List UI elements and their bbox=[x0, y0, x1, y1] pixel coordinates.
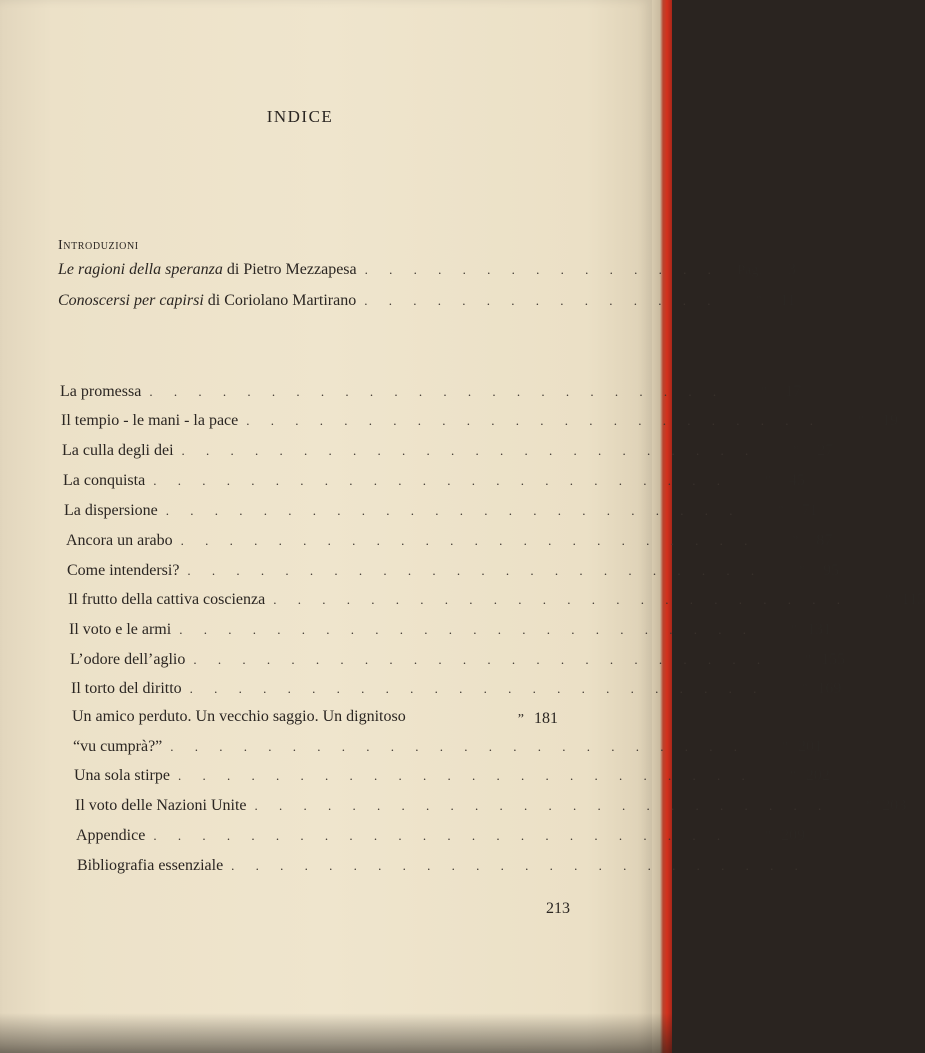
toc-entry bbox=[73, 738, 823, 756]
page-ref: 45 bbox=[788, 472, 805, 489]
page-marker: ” bbox=[764, 829, 772, 844]
page-ref: 3 bbox=[787, 261, 796, 278]
leader-dots: . . . . . . . . . . . . . . . . . . . . . . . . bbox=[187, 563, 764, 578]
toc-entry-page bbox=[470, 710, 558, 728]
page-marker: ” bbox=[793, 444, 800, 459]
toc-entry-line1: Un amico perduto. Un vecchio saggio. Un dignitoso bbox=[72, 708, 406, 725]
leader-dots: . . . . . . . . . . . . . . . . . . . . . . . . bbox=[180, 533, 757, 548]
entry-title: La culla degli dei bbox=[62, 442, 174, 459]
page-marker: Pag. bbox=[737, 263, 762, 278]
toc-entry bbox=[68, 591, 925, 609]
page-ref: 19 bbox=[882, 412, 899, 429]
entry-author: di Coriolano Martirano bbox=[203, 292, 357, 309]
toc-entry bbox=[76, 827, 806, 845]
toc-entry bbox=[63, 472, 805, 490]
page-title: INDICE bbox=[266, 107, 334, 126]
entry-title: Il tempio - le mani - la pace bbox=[61, 412, 239, 429]
entry-title: La promessa bbox=[60, 383, 142, 400]
page-ref: 95 bbox=[823, 562, 840, 579]
toc-entry bbox=[58, 261, 796, 279]
leader-dots: . . . . . . . . . . . . . . . . . . . . . . . . bbox=[153, 828, 730, 843]
leader-dots: . . . . . . . . . . . . . . . . . . . . . . . . bbox=[231, 858, 807, 873]
toc-entry bbox=[75, 797, 907, 815]
page-ref: 181 bbox=[534, 710, 558, 727]
leader-dots: . . . . . . . . . . . . . . . . . . . . . . . . bbox=[181, 443, 758, 458]
toc-entry bbox=[61, 412, 899, 430]
leader-dots: . . . . . . . . . . . . . . . bbox=[364, 293, 720, 308]
book-edge bbox=[652, 0, 672, 1053]
leader-dots: . . . . . . . . . . . . . . . . . . . . . . . . bbox=[179, 622, 755, 637]
page-marker: ” bbox=[755, 294, 762, 309]
page-ref: 17 bbox=[785, 383, 802, 400]
entry-title: Il voto delle Nazioni Unite bbox=[75, 797, 247, 814]
page-ref: 87 bbox=[816, 532, 833, 549]
leader-dots: . . . . . . . . . . . . . . . . . . . . . . . . bbox=[189, 681, 766, 696]
page-marker: ” bbox=[781, 740, 789, 755]
page-marker: ” bbox=[798, 564, 806, 579]
leader-dots: . . . . . . . . . . . . . . . . . . . . . . . . bbox=[170, 739, 747, 754]
toc-entry bbox=[70, 651, 846, 669]
leader-dots: . . . . . . . . . . . . . . . . . . . . . . . . bbox=[254, 798, 831, 813]
page-marker: ” bbox=[790, 623, 797, 638]
page-marker: ” bbox=[517, 712, 524, 727]
leader-dots: . . . . . . . . . . . . . . . . . . . . . . . . bbox=[246, 413, 823, 428]
page-marker: ” bbox=[764, 474, 771, 489]
entry-title: Bibliografia essenziale bbox=[77, 857, 224, 874]
leader-dots: . . . . . . . . . . . . . . . . . . . . . . . . bbox=[177, 768, 754, 783]
entry-title: Il torto del diritto bbox=[71, 680, 182, 697]
leader-dots: . . . . . . . . . . . . . . . . . . . . . . . . bbox=[273, 592, 849, 607]
page-marker: ” bbox=[866, 799, 873, 814]
page-ref: 169 bbox=[817, 680, 842, 697]
page-marker: ” bbox=[804, 653, 812, 668]
page-marker: ” bbox=[792, 534, 799, 549]
leader-dots: . . . . . . . . . . . . . . . . . . . . . . . . bbox=[165, 503, 742, 518]
entry-italic-title: Conoscersi per capirsi bbox=[58, 292, 204, 309]
entry-title: L’odore dell’aglio bbox=[70, 651, 186, 668]
page-marker: ” bbox=[777, 504, 784, 519]
toc-entry bbox=[62, 442, 834, 460]
leader-dots: . . . . . . . . . . . . . . . . . . . . . . . . bbox=[149, 384, 726, 399]
page-number: 213 bbox=[546, 900, 570, 917]
toc-entry bbox=[58, 292, 796, 310]
page-marker: ” bbox=[801, 682, 808, 697]
toc-entry bbox=[64, 502, 818, 520]
section-heading: Introduzioni bbox=[58, 238, 139, 253]
entry-italic-title: Le ragioni della speranza bbox=[58, 261, 223, 278]
page-ref: 203 bbox=[882, 797, 907, 814]
entry-title: Ancora un arabo bbox=[66, 532, 173, 549]
page-marker: ” bbox=[857, 414, 865, 429]
toc-entry bbox=[60, 383, 802, 401]
page-shadow bbox=[0, 1013, 672, 1053]
page-ref: 131 bbox=[806, 621, 831, 638]
page-ref: 71 bbox=[801, 502, 818, 519]
entry-title: La conquista bbox=[63, 472, 146, 489]
toc-entry bbox=[69, 621, 831, 639]
entry-title: Come intendersi? bbox=[67, 562, 180, 579]
page-marker: ” bbox=[760, 385, 768, 400]
toc-entry bbox=[71, 680, 842, 698]
entry-title: Il frutto della cattiva coscienza bbox=[68, 591, 266, 608]
entry-title: “vu cumprà?” bbox=[73, 738, 163, 755]
leader-dots: . . . . . . . . . . . . . . . . . . . . . . . . bbox=[193, 652, 770, 667]
page-ref: 11 bbox=[780, 292, 796, 309]
toc-entry bbox=[67, 562, 840, 580]
page-ref: 201 bbox=[798, 738, 823, 755]
entry-title: Appendice bbox=[76, 827, 146, 844]
entry-author: di Pietro Mezzapesa bbox=[222, 261, 357, 278]
page-ref: 155 bbox=[821, 651, 846, 668]
entry-title: La dispersione bbox=[64, 502, 158, 519]
leader-dots: . . . . . . . . . . . . . . . . . . . . . . . . bbox=[153, 473, 729, 488]
page-ref: 27 bbox=[817, 442, 834, 459]
entry-title: Una sola stirpe bbox=[74, 767, 170, 784]
page-ref: 115 bbox=[901, 591, 925, 608]
page-marker: ” bbox=[884, 593, 891, 608]
toc-entry bbox=[74, 767, 830, 785]
page-ref: 209 bbox=[781, 827, 806, 844]
toc-entry bbox=[66, 532, 833, 550]
entry-title: Il voto e le armi bbox=[69, 621, 172, 638]
page-ref: 202 bbox=[805, 767, 830, 784]
leader-dots: . . . . . . . . . . . . . . . bbox=[364, 262, 720, 277]
toc-entry bbox=[77, 857, 807, 875]
page-marker: ” bbox=[789, 769, 796, 784]
